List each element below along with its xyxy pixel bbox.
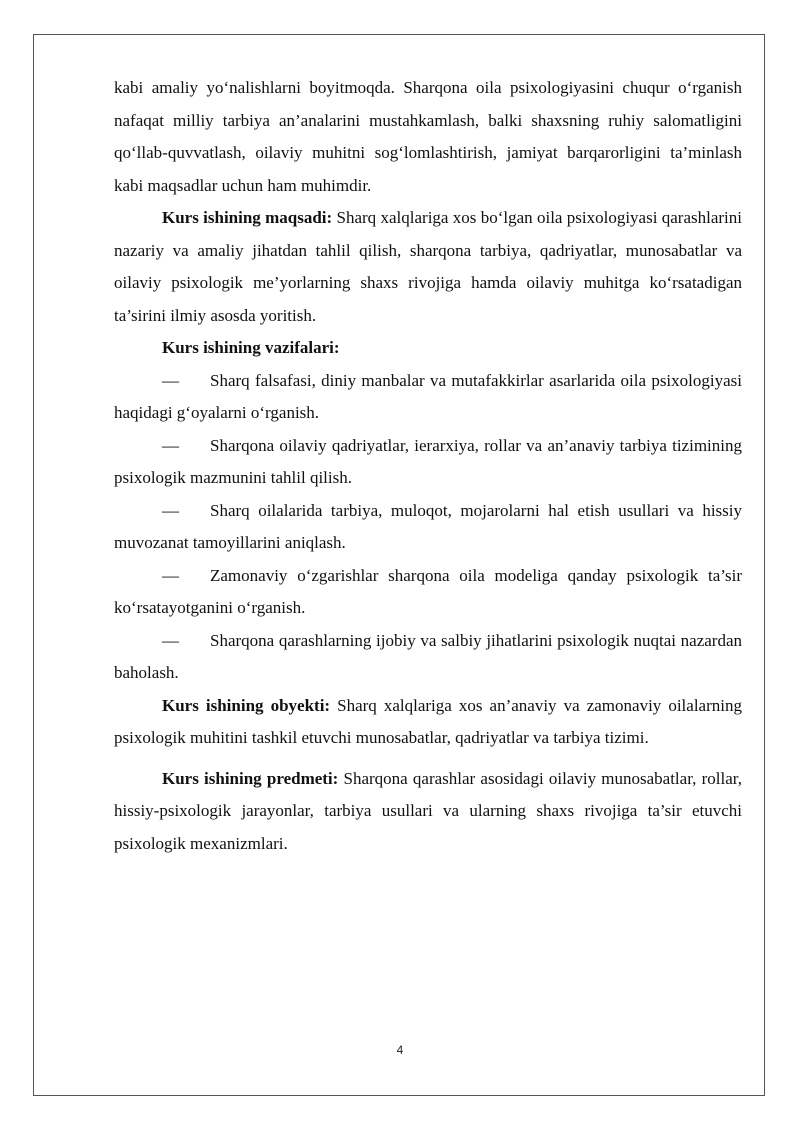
task-item [114, 430, 742, 495]
task-text: Sharqona qarashlarning ijobiy va salbiy jihatlarini psixologik nuqtai nazardan baholash. [114, 630, 742, 682]
task-item [114, 495, 742, 560]
task-item [114, 365, 742, 430]
goal-paragraph [114, 202, 742, 332]
tasks-heading [114, 332, 742, 365]
document-body [114, 72, 742, 860]
dash-marker: — [162, 500, 179, 520]
object-label: Kurs ishining obyekti: [162, 695, 331, 715]
tasks-label: Kurs ishining vazifalari: [162, 338, 340, 357]
subject-paragraph [114, 763, 742, 861]
task-item [114, 625, 742, 690]
dash-marker: — [162, 370, 179, 390]
task-text: Sharq falsafasi, diniy manbalar va mutafakkirlar asarlarida oila psixologiyasi haqidagi g‘oyalarni o‘rganish. [114, 370, 742, 422]
goal-label: Kurs ishining maqsadi: [162, 208, 333, 227]
goal-text: Sharq xalqlariga xos bo‘lgan oila psixologiyasi qarashlarini nazariy va amaliy jihatdan tahlil qilish, sharqona tarbiya, qadriyatlar, munosabatlar va oilaviy psixologik me’yorlarning shaxs rivojiga hamda oilaviy muhitga ko‘rsatadigan ta’sirini ilmiy asosda yoritish. [114, 208, 743, 325]
dash-marker: — [162, 565, 179, 585]
subject-label: Kurs ishining predmeti: [162, 768, 339, 788]
dash-marker: — [162, 435, 179, 455]
task-item [114, 560, 742, 625]
subject-text: Sharqona qarashlar asosidagi oilaviy munosabatlar, rollar, hissiy-psixologik jarayonlar, tarbiya usullari va ularning shaxs rivojiga ta’sir etuvchi psixologik mexanizmlari. [114, 768, 742, 853]
page-number: 4 [396, 1043, 404, 1057]
task-text: Sharqona oilaviy qadriyatlar, ierarxiya, rollar va an’anaviy tarbiya tizimining psixologik mazmunini tahlil qilish. [114, 435, 742, 487]
task-text: Zamonaviy o‘zgarishlar sharqona oila modeliga qanday psixologik ta’sir ko‘rsatayotganini o‘rganish. [114, 565, 742, 617]
object-paragraph [114, 690, 742, 755]
task-text: Sharq oilalarida tarbiya, muloqot, mojarolarni hal etish usullari va hissiy muvozanat tamoyillarini aniqlash. [114, 500, 742, 552]
object-text: Sharq xalqlariga xos an’anaviy va zamonaviy oilalarning psixologik muhitini tashkil etuvchi munosabatlar, qadriyatlar va tarbiya tizimi. [114, 695, 742, 747]
intro-paragraph: kabi amaliy yo‘nalishlarni boyitmoqda. Sharqona oila psixologiyasini chuqur o‘rganish nafaqat milliy tarbiya an’analarini mustahkamlash, balki shaxsning ruhiy salomatligini qo‘llab-quvvatlash, oilaviy muhitni sog‘lomlashtirish, jamiyat barqarorligini ta’minlash kabi maqsadlar uchun ham muhimdir. [114, 78, 742, 195]
dash-marker: — [162, 630, 179, 650]
